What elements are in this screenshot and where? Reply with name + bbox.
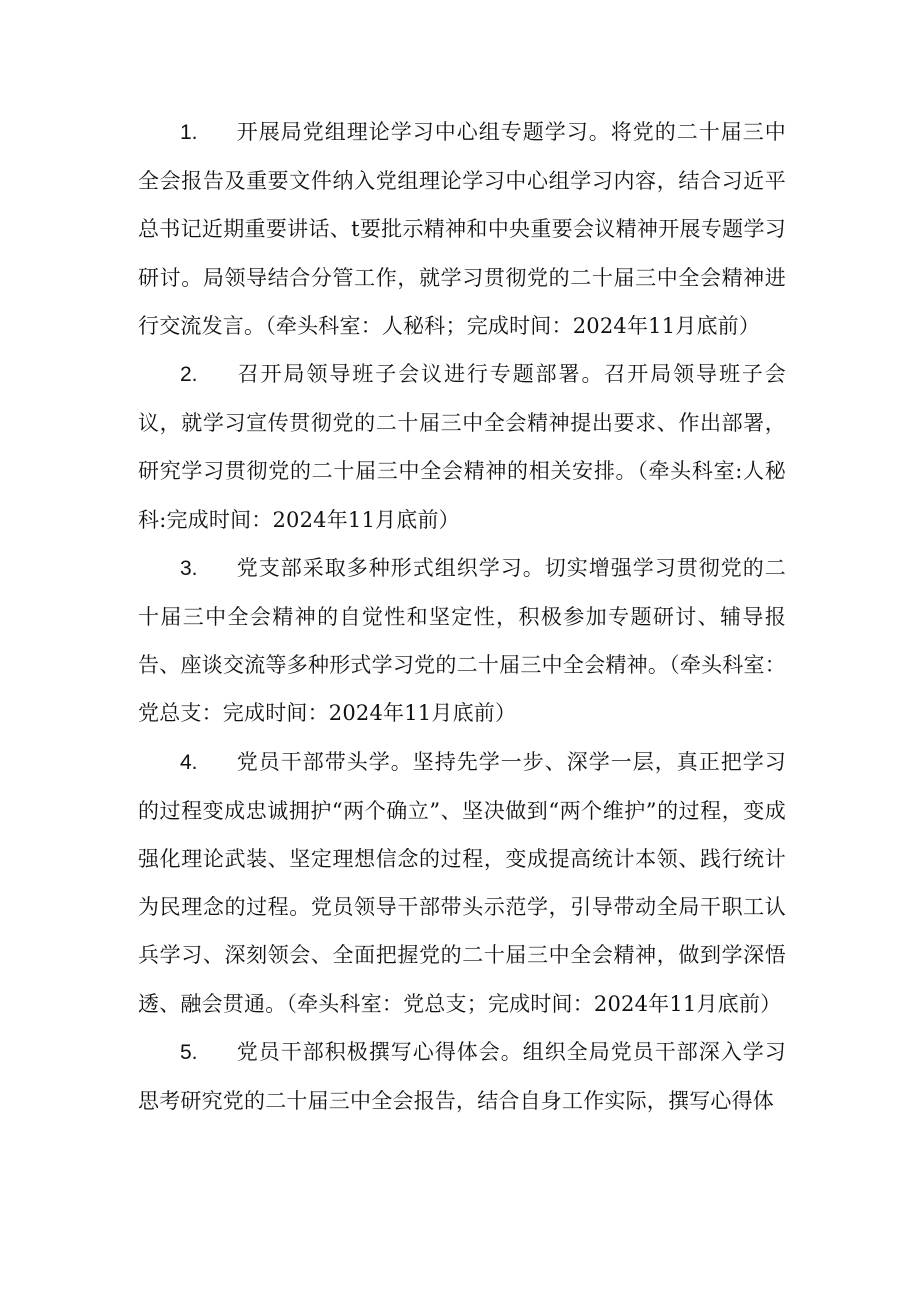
list-item bbox=[138, 544, 786, 738]
item-number: 4. bbox=[180, 750, 198, 774]
item-text: 开展局党组理论学习中心组专题学习。将党的二十届三中全会报告及重要文件纳入党组理论学习中心组学习内容，结合习近平总书记近期重要讲话、t要批示精神和中央重要会议精神开展专题学习研讨。局领导结合分管工作，就学习贯彻党的二十届三中全会精神进行交流发言。（牵头科室：人秘科；完成时间：2024年11月底前） bbox=[138, 120, 786, 338]
item-number: 3. bbox=[180, 556, 198, 580]
list-item bbox=[138, 350, 786, 544]
item-number: 5. bbox=[180, 1040, 198, 1064]
item-text: 党员干部带头学。坚持先学一步、深学一层，真正把学习的过程变成忠诚拥护“两个确立”、坚决做到“两个维护”的过程，变成强化理论武装、坚定理想信念的过程，变成提高统计本领、践行统计为民理念的过程。党员领导干部带头示范学，引导带动全局干职工认兵学习、深刻领会、全面把握党的二十届三中全会精神，做到学深悟透、融会贯通。（牵头科室：党总支；完成时间：2024年11月底前） bbox=[138, 749, 786, 1016]
item-number: 2. bbox=[180, 363, 198, 387]
list-item bbox=[138, 108, 786, 350]
list-item bbox=[138, 1028, 786, 1125]
item-text: 召开局领导班子会议进行专题部署。召开局领导班子会议，就学习宣传贯彻党的二十届三中全会精神提出要求、作出部署，研究学习贯彻党的二十届三中全会精神的相关安排。（牵头科室:人秘科:完成时间：2024年11月底前） bbox=[138, 362, 786, 532]
item-number: 1. bbox=[180, 121, 198, 144]
list-item bbox=[138, 738, 786, 1028]
item-text: 党员干部积极撰写心得体会。组织全局党员干部深入学习思考研究党的二十届三中全会报告，结合自身工作实际，撰写心得体 bbox=[138, 1039, 786, 1114]
item-text: 党支部采取多种形式组织学习。切实增强学习贯彻党的二十届三中全会精神的自觉性和坚定性，积极参加专题研讨、辅导报告、座谈交流等多种形式学习党的二十届三中全会精神。（牵头科室：党总支：完成时间：2024年11月底前） bbox=[138, 555, 786, 726]
document-body bbox=[138, 108, 786, 1125]
